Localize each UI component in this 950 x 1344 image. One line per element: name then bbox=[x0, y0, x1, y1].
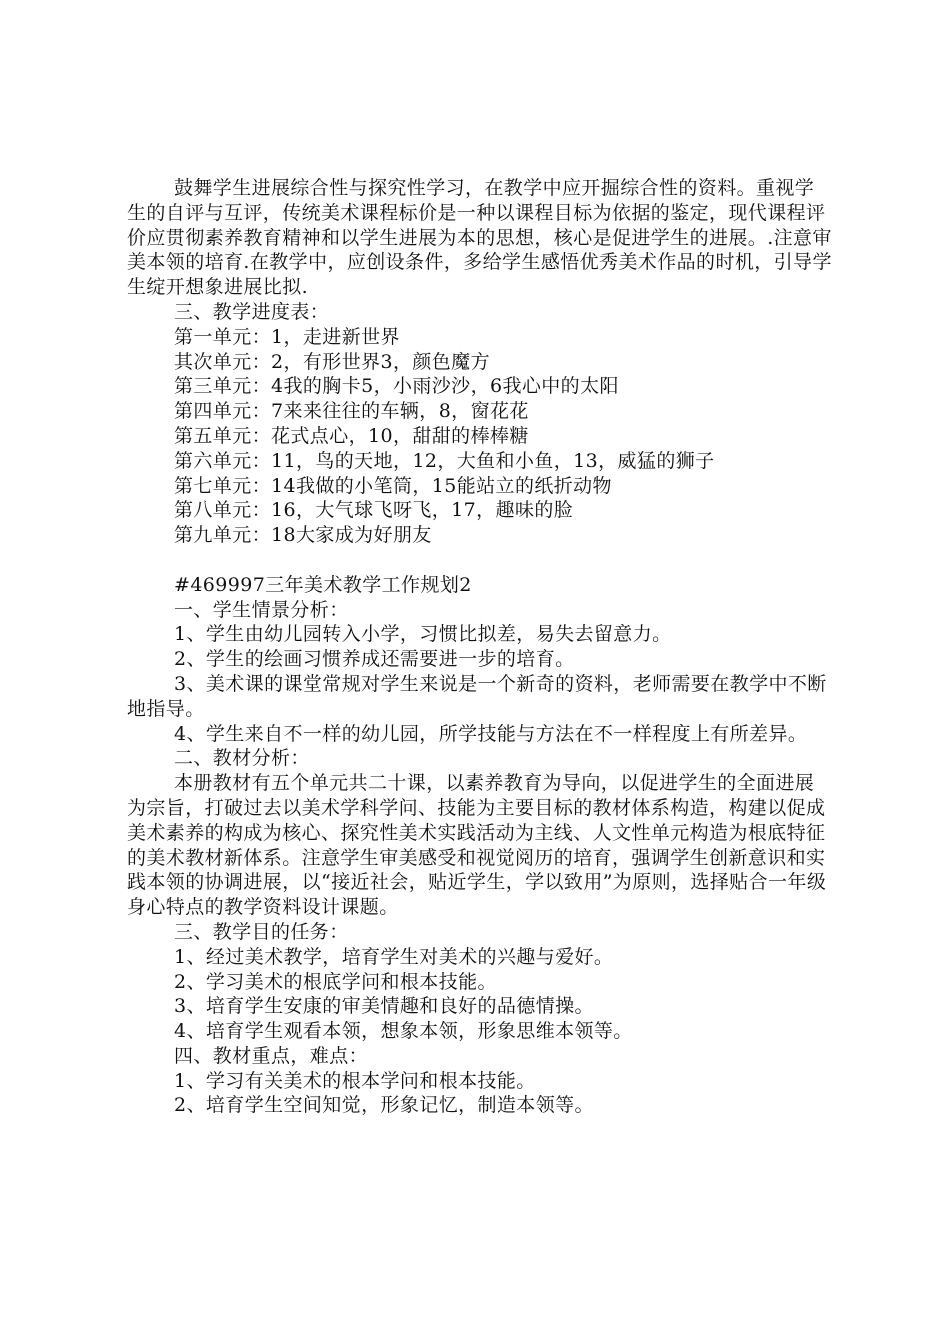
student-analysis-item-1: 1、学生由幼儿园转入小学，习惯比拟差，易失去留意力。 bbox=[174, 623, 672, 646]
student-analysis-item-3: 3、美术课的课堂常规对学生来说是一个新奇的资料，老师需要在教学中不断地指导。 bbox=[127, 672, 827, 720]
student-analysis-item-4: 4、学生来自不一样的幼儿园，所学技能与方法在不一样程度上有所差异。 bbox=[174, 722, 808, 745]
heading-key-points: 四、教材重点，难点： bbox=[174, 1044, 369, 1067]
heading-teaching-objectives: 三、教学目的任务： bbox=[174, 920, 349, 943]
schedule-unit-8: 第八单元：16，大气球飞呀飞，17，趣味的脸 bbox=[174, 499, 574, 522]
objective-item-1: 1、经过美术教学，培育学生对美术的兴趣与爱好。 bbox=[174, 945, 614, 968]
heading-teaching-schedule: 三、教学进度表： bbox=[174, 300, 330, 323]
schedule-unit-5: 第五单元：花式点心，10，甜甜的棒棒糖 bbox=[174, 424, 529, 447]
key-point-item-1: 1、学习有关美术的根本学问和根本技能。 bbox=[174, 1069, 536, 1092]
student-analysis-item-2: 2、学生的绘画习惯养成还需要进一步的培育。 bbox=[174, 648, 575, 671]
schedule-unit-7: 第七单元：14我做的小笔筒，15能站立的纸折动物 bbox=[174, 474, 612, 497]
key-point-item-2: 2、培育学生空间知觉，形象记忆，制造本领等。 bbox=[174, 1094, 594, 1117]
schedule-unit-6: 第六单元：11，鸟的天地，12，大鱼和小鱼，13，威猛的狮子 bbox=[174, 449, 715, 472]
heading-student-analysis: 一、学生情景分析： bbox=[174, 598, 349, 621]
paragraph-comprehensive-learning: 鼓舞学生进展综合性与探究性学习，在教学中应开掘综合性的资料。重视学生的自评与互评，传统美术课程标价是一种以课程目标为依据的鉴定，现代课程评价应贯彻素养教育精神和以学生进展为本的思想，核心是促进学生的进展。.注意审美本领的培育.在教学中，应创设条件，多给学生感悟优秀美术作品的时机，引导学生绽开想象进展比拟. bbox=[127, 177, 832, 299]
schedule-unit-3: 第三单元：4我的胸卡5，小雨沙沙，6我心中的太阳 bbox=[174, 375, 619, 398]
paragraph-textbook-analysis: 本册教材有五个单元共二十课，以素养教育为导向，以促进学生的全面进展为宗旨，打破过去以美术学科学问、技能为主要目标的教材体系构造，构建以促成美术素养的构成为核心、探究性美术实践活动为主线、人文性单元构造为根底特征的美术教材新体系。注意学生审美感受和视觉阅历的培育，强调学生创新意识和实践本领的协调进展，以“接近社会，贴近学生，学以致用”为原则，选择贴合一年级身心特点的教学资料设计课题。 bbox=[127, 772, 827, 919]
objective-item-2: 2、学习美术的根底学问和根本技能。 bbox=[174, 970, 497, 993]
schedule-unit-1: 第一单元：1，走进新世界 bbox=[174, 325, 400, 348]
schedule-unit-9: 第九单元：18大家成为好朋友 bbox=[174, 524, 432, 547]
objective-item-3: 3、培育学生安康的审美情趣和良好的品德情操。 bbox=[174, 995, 594, 1018]
paragraph-spacer bbox=[127, 548, 833, 573]
document-section-title: #469997三年美术教学工作规划2 bbox=[174, 573, 472, 596]
heading-textbook-analysis: 二、教材分析： bbox=[174, 747, 310, 770]
schedule-unit-4: 第四单元：7来来往往的车辆，8，窗花花 bbox=[174, 400, 529, 423]
schedule-unit-2: 其次单元：2，有形世界3，颜色魔方 bbox=[174, 350, 490, 373]
document-body bbox=[127, 176, 833, 1118]
objective-item-4: 4、培育学生观看本领，想象本领，形象思维本领等。 bbox=[174, 1020, 633, 1043]
